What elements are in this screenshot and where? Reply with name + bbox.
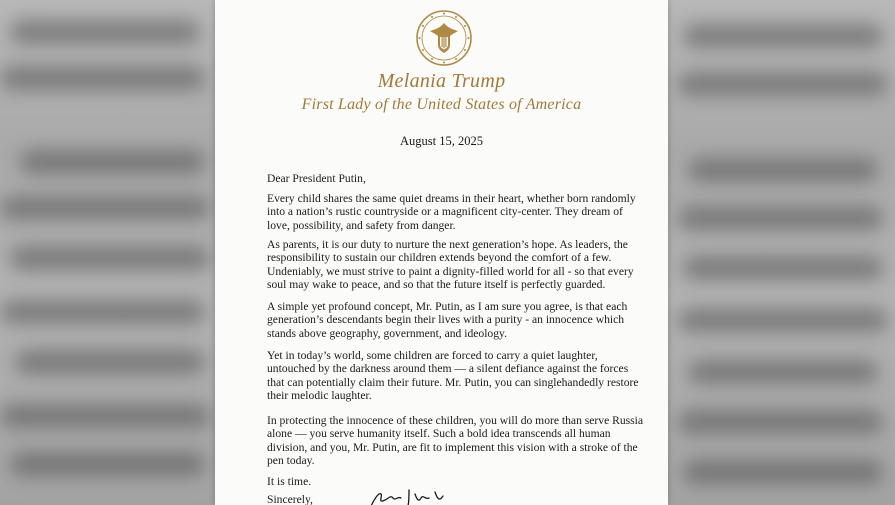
blurred-background-right [668, 0, 895, 505]
paragraph-line: love, possibility, and safety from danger. [267, 218, 456, 232]
paragraph-line: Undeniably, we must strive to paint a dignity-filled world for all - so that every [267, 264, 634, 278]
paragraph-2 [267, 238, 634, 292]
paragraph-line: that can potentially claim their future. Mr. Putin, you can singlehandedly restore [267, 375, 639, 389]
letter-date: August 15, 2025 [400, 134, 483, 148]
paragraph-line: untouched by the darkness around them — a silent defiance against the forces [267, 362, 629, 376]
paragraph-line: division, and you, Mr. Putin, are fit to implement this vision with a stroke of the [267, 440, 638, 454]
letter-page [215, 0, 668, 505]
paragraph-line: soul may wake to peace, and so that the future itself is perfectly guarded. [267, 278, 606, 292]
paragraph-line: Every child shares the same quiet dreams in their heart, whether born randomly [267, 192, 636, 205]
handwritten-signature [365, 486, 475, 505]
letterhead-title: First Lady of the United States of America [301, 96, 582, 113]
paragraph-line: In protecting the innocence of these children, you will do more than serve Russia [267, 414, 644, 427]
letterhead-name: Melania Trump [377, 70, 506, 92]
paragraph-line: It is time. [267, 475, 312, 488]
paragraph-4 [267, 349, 639, 403]
salutation: Dear President Putin, [267, 172, 366, 185]
paragraph-line: As parents, it is our duty to nurture the next generation’s hope. As leaders, the [267, 238, 628, 251]
paragraph-line: Yet in today’s world, some children are forced to carry a quiet laughter, [267, 349, 598, 362]
paragraph-line: their melodic laughter. [267, 389, 372, 403]
paragraph-line: pen today. [267, 454, 315, 468]
paragraph-line: alone — you serve humanity itself. Such a bold idea transcends all human [267, 427, 611, 441]
paragraph-line: responsibility to sustain our children extends beyond the comfort of a few. [267, 251, 612, 265]
paragraph-5 [267, 414, 644, 468]
paragraph-line: into a nation’s rustic countryside or a magnificent city-center. They dream of [267, 205, 623, 219]
presidential-seal-icon [415, 9, 473, 67]
paragraph-line: stands above geography, government, and ideology. [267, 326, 507, 340]
paragraph-1 [267, 192, 636, 232]
paragraph-3 [267, 300, 628, 340]
paragraph-line: A simple yet profound concept, Mr. Putin, as I am sure you agree, is that each [267, 300, 628, 313]
closing: Sincerely, [267, 493, 313, 505]
paragraph-line: generation’s descendants begin their lives with a purity - an innocence which [267, 313, 625, 327]
blurred-background-left [0, 0, 215, 505]
